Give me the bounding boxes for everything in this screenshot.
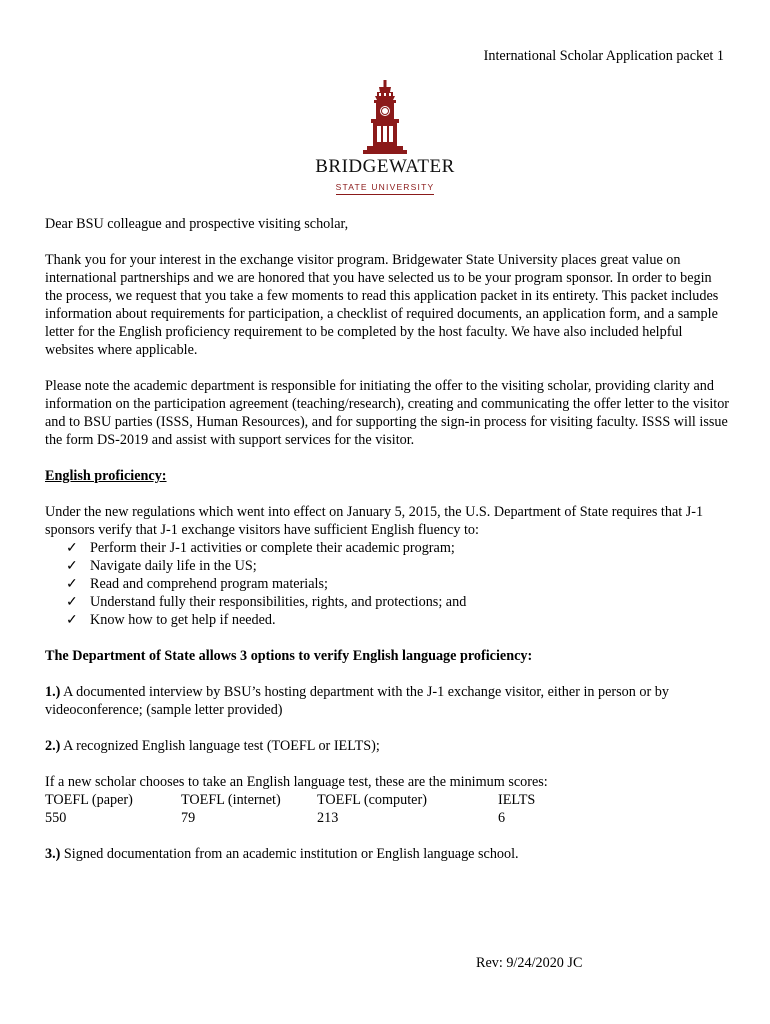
table-cell: 6 (498, 810, 506, 826)
table-header-cell: TOEFL (internet) (181, 792, 281, 808)
options-heading: The Department of State allows 3 options to verify English language proficiency: (45, 648, 533, 664)
revision-footer: Rev: 9/24/2020 JC (476, 955, 583, 971)
list-item (66, 557, 730, 575)
note-paragraph: Please note the academic department is responsible for initiating the offer to the visiting scholar, providing clarity and information on the participation agreement (teaching/research), creating and communicating the offer letter to the visitor and to BSU parties (ISSS, Human Resources), and for supporting the sign-in process for visiting faculty. ISSS will issue the form DS-2019 and assist with support services for the visitor. (45, 378, 730, 448)
list-item (66, 575, 730, 593)
table-cell: 550 (45, 810, 67, 826)
list-item (66, 593, 730, 611)
english-proficiency-heading: English proficiency: (45, 468, 167, 484)
list-item-text: Understand fully their responsibilities, rights, and protections; and (90, 594, 467, 610)
university-wordmark: BRIDGEWATER (315, 156, 455, 177)
scores-intro: If a new scholar chooses to take an English language test, these are the minimum scores: (45, 774, 548, 790)
option-1 (45, 683, 730, 719)
list-item-text: Know how to get help if needed. (90, 612, 276, 628)
university-logo (0, 80, 770, 195)
fluency-checklist (45, 539, 730, 629)
intro-paragraph: Thank you for your interest in the exchange visitor program. Bridgewater State University places great value on international partnerships and we are honored that you have selected us to be your program sponsor. In order to begin the process, we request that you take a few moments to read this application packet in its entirety. This packet includes information about requirements for participation, a checklist of required documents, an application form, and a sample letter for the English proficiency requirement to be completed by the host faculty. We have also included helpful websites where applicable. (45, 252, 719, 358)
table-header-cell: TOEFL (paper) (45, 792, 133, 808)
regulation-paragraph: Under the new regulations which went into effect on January 5, 2015, the U.S. Department of State requires that J-1 sponsors verify that J-1 exchange visitors have sufficient English fluency to: (45, 504, 704, 538)
checkmark-icon: ✓ (66, 612, 78, 628)
list-item-text: Navigate daily life in the US; (90, 558, 257, 574)
option-1-text: A documented interview by BSU’s hosting department with the J-1 exchange visitor, either in person or by videoconference; (sample letter provided) (45, 684, 669, 718)
table-cell: 213 (317, 810, 339, 826)
clock-tower-icon (357, 80, 413, 154)
minimum-scores-table (45, 791, 535, 827)
table-row (45, 809, 535, 827)
list-item (66, 539, 730, 557)
option-2-number: 2.) (45, 738, 61, 754)
option-2 (45, 737, 730, 755)
checkmark-icon: ✓ (66, 594, 78, 610)
checkmark-icon: ✓ (66, 576, 78, 592)
list-item-text: Read and comprehend program materials; (90, 576, 328, 592)
option-3-number: 3.) (45, 846, 61, 862)
university-subtitle: STATE UNIVERSITY (336, 182, 435, 195)
list-item (66, 611, 730, 629)
option-2-text: A recognized English language test (TOEFL or IELTS); (60, 738, 380, 754)
option-3-text: Signed documentation from an academic institution or English language school. (60, 846, 519, 862)
table-header-row (45, 791, 535, 809)
option-3 (45, 845, 730, 863)
table-header-cell: IELTS (498, 792, 536, 808)
checkmark-icon: ✓ (66, 558, 78, 574)
checkmark-icon: ✓ (66, 540, 78, 556)
running-header: International Scholar Application packet 1 (483, 48, 724, 64)
letter-body (45, 215, 730, 863)
list-item-text: Perform their J-1 activities or complete their academic program; (90, 540, 455, 556)
salutation: Dear BSU colleague and prospective visiting scholar, (45, 216, 349, 232)
option-1-number: 1.) (45, 684, 61, 700)
table-header-cell: TOEFL (computer) (317, 792, 427, 808)
table-cell: 79 (181, 810, 196, 826)
